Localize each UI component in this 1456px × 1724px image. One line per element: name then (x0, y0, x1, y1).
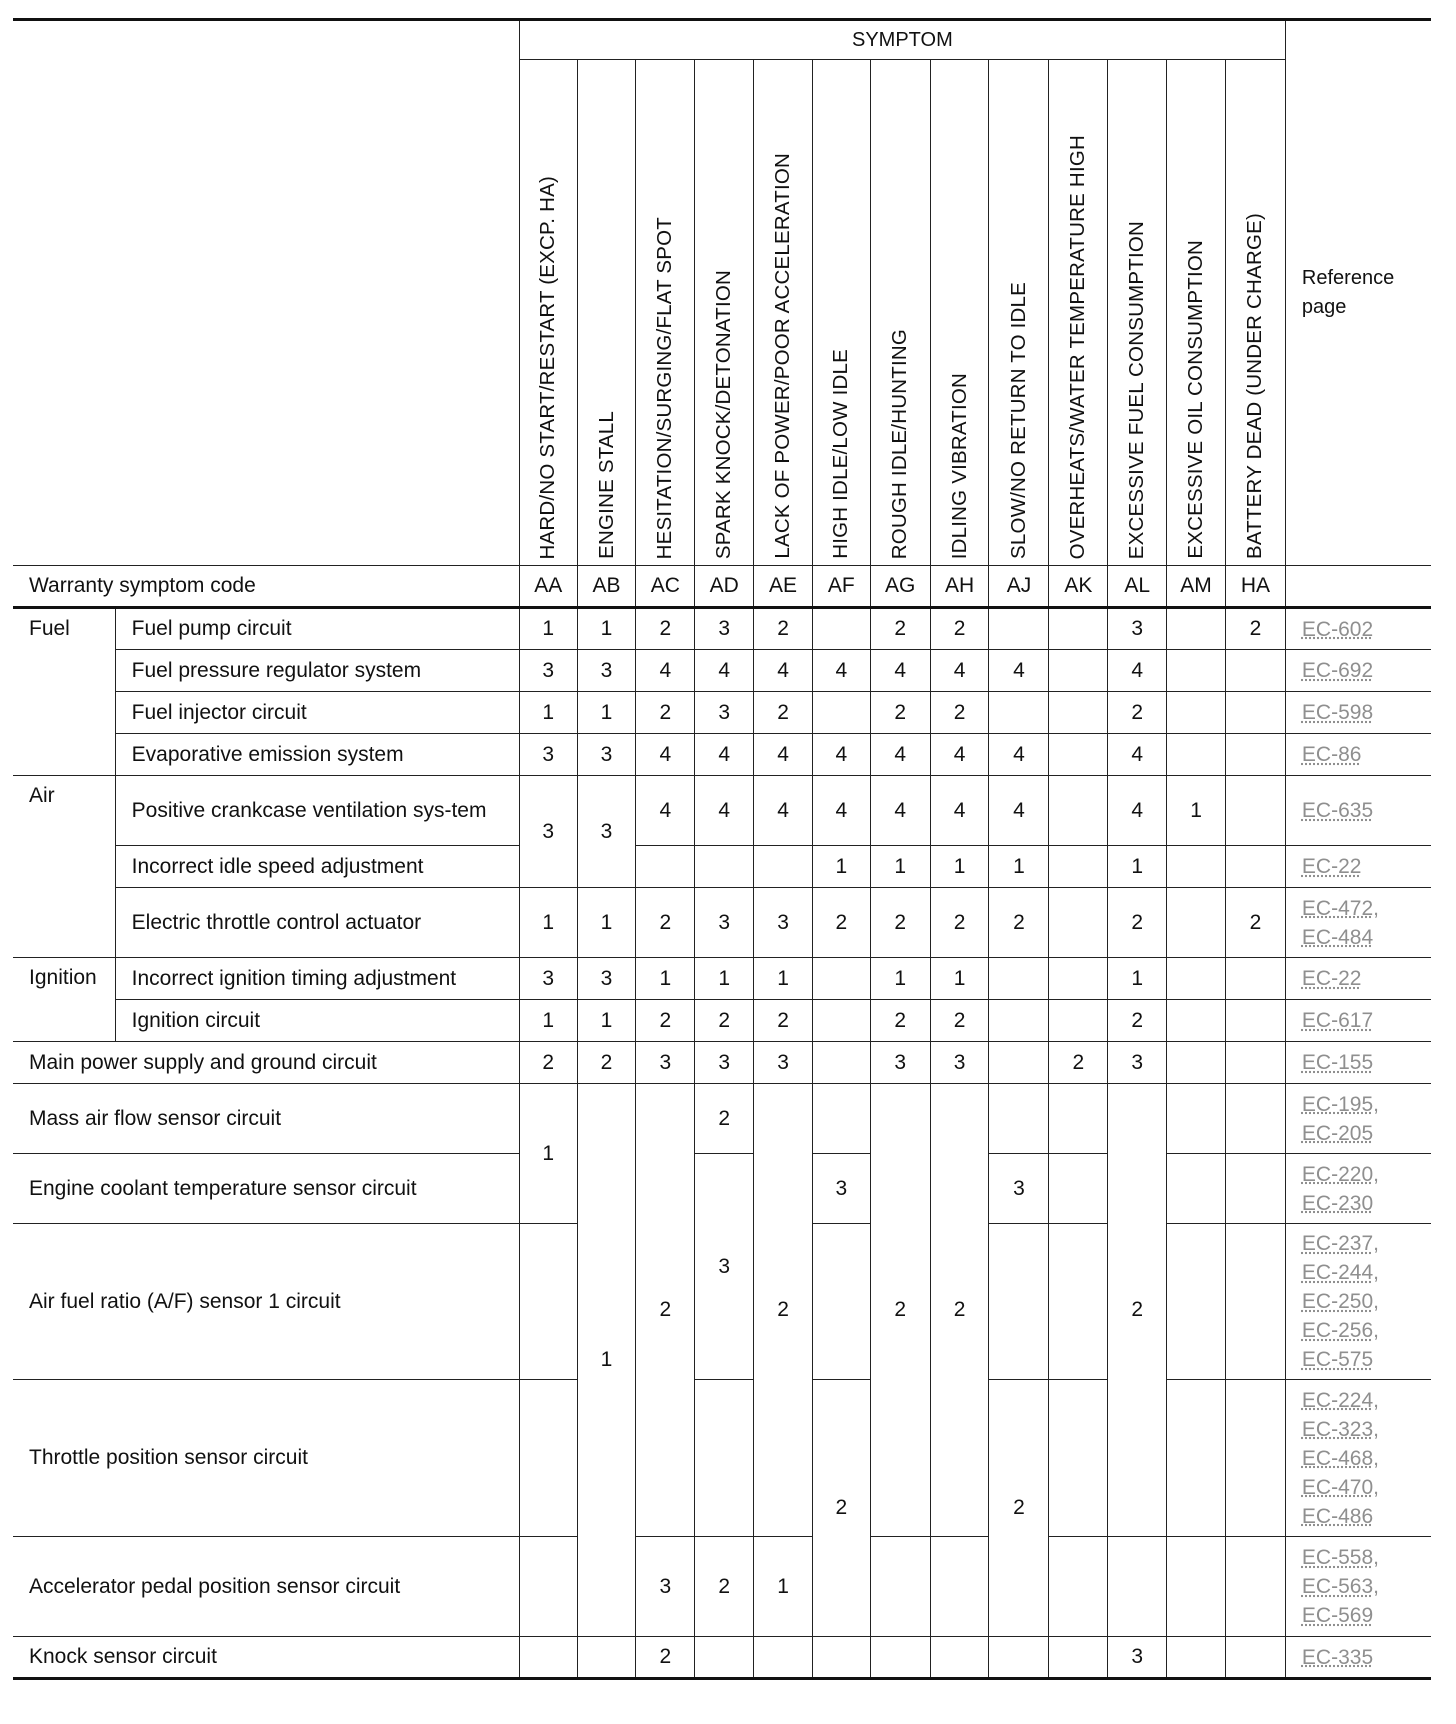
cell-ac: 3 (636, 1042, 695, 1084)
cell-ab: 1 (577, 692, 636, 734)
cell-ak (1049, 734, 1108, 776)
cell-ac: 2 (636, 608, 695, 650)
cell-apps-al (1108, 1537, 1167, 1637)
table-row-knock (13, 1637, 1431, 1679)
reference-link[interactable]: EC-244, (1301, 1261, 1379, 1284)
cell-ac (636, 846, 695, 888)
row-label: Main power supply and ground circuit (13, 1042, 519, 1084)
reference-link[interactable]: EC-22 (1301, 855, 1362, 878)
cell-af-aa (519, 1224, 577, 1380)
cell-ah: 1 (930, 846, 989, 888)
cell-ad: 3 (695, 1042, 754, 1084)
cell-knock-aa (519, 1637, 577, 1679)
cell-ad: 2 (695, 1000, 754, 1042)
cell-maf-ha (1225, 1084, 1285, 1154)
reference-link[interactable]: EC-470, (1301, 1475, 1379, 1499)
col-title-ak: OVERHEATS/WATER TEMPERATURE HIGH (1049, 60, 1108, 566)
code-af: AF (812, 566, 870, 608)
table-row-ect (13, 1154, 1431, 1224)
cell-af: 4 (812, 734, 870, 776)
code-ac: AC (636, 566, 695, 608)
reference-label: Reference page (1301, 267, 1395, 318)
cell-af: 4 (812, 776, 870, 846)
cell-ae: 4 (754, 776, 813, 846)
cell-ak (1049, 650, 1108, 692)
cell-aj: 2 (989, 888, 1049, 958)
cell-maf-af (812, 1084, 870, 1154)
code-aj: AJ (989, 566, 1049, 608)
col-title-al: EXCESSIVE FUEL CONSUMPTION (1108, 60, 1167, 566)
reference-link[interactable]: EC-486 (1301, 1504, 1374, 1528)
cell-aa: 3 (519, 776, 577, 888)
code-al: AL (1108, 566, 1167, 608)
table-row (13, 734, 1431, 776)
reference-link[interactable]: EC-224, (1301, 1388, 1379, 1412)
cell-aj: 1 (989, 846, 1049, 888)
symptom-header: SYMPTOM (519, 20, 1285, 60)
table-row (13, 888, 1431, 958)
cell-aj: 4 (989, 650, 1049, 692)
cell-af-am (1167, 1224, 1226, 1380)
cell-tps-aj: 2 (989, 1380, 1049, 1637)
cell-ak (1049, 846, 1108, 888)
reference-link[interactable]: EC-598 (1301, 701, 1374, 724)
table-row-maf (13, 1084, 1431, 1154)
reference-link[interactable]: EC-250, (1301, 1290, 1379, 1313)
cell-maf-ak (1049, 1084, 1108, 1154)
cell-am (1167, 1000, 1226, 1042)
cell-am (1167, 888, 1226, 958)
cell-ac: 4 (636, 650, 695, 692)
col-title-ah: IDLING VIBRATION (930, 60, 989, 566)
cell-am: 1 (1167, 776, 1226, 846)
ref-cell[interactable] (1285, 1042, 1431, 1084)
cell-ah: 4 (930, 776, 989, 846)
ref-cell[interactable] (1285, 1224, 1431, 1380)
col-title-ae: LACK OF POWER/POOR ACCELERATION (754, 60, 813, 566)
cell-aa: 1 (519, 692, 577, 734)
code-ha: HA (1225, 566, 1285, 608)
cell-ha (1225, 776, 1285, 846)
cell-af-af (812, 1224, 870, 1380)
cell-ad: 4 (695, 734, 754, 776)
cell-aa: 1 (519, 888, 577, 958)
cell-ae: 2 (754, 1000, 813, 1042)
cell-am (1167, 734, 1226, 776)
cell-am (1167, 958, 1226, 1000)
cell-ak (1049, 776, 1108, 846)
cell-ha (1225, 1000, 1285, 1042)
ref-cell[interactable] (1285, 1000, 1431, 1042)
cell-knock-ah (930, 1637, 989, 1679)
cell-ae: 1 (754, 958, 813, 1000)
cell-ha (1225, 650, 1285, 692)
cell-apps-ad: 2 (695, 1537, 754, 1637)
cell-maf-ect-aa: 1 (519, 1084, 577, 1224)
cell-ae: 4 (754, 650, 813, 692)
cell-ag: 2 (870, 888, 930, 958)
cell-ak (1049, 692, 1108, 734)
code-ref-blank (1285, 566, 1431, 608)
cell-am (1167, 1042, 1226, 1084)
col-title-ha: BATTERY DEAD (UNDER CHARGE) (1225, 60, 1285, 566)
row-label: Incorrect ignition timing adjustment (115, 958, 519, 1000)
reference-link[interactable]: EC-22 (1301, 967, 1362, 990)
warranty-code-row (13, 566, 1431, 608)
row-label: Ignition circuit (115, 1000, 519, 1042)
cell-ab: 3 (577, 734, 636, 776)
cell-ag: 3 (870, 1042, 930, 1084)
group-ignition: Ignition (13, 958, 115, 1042)
cell-knock-ad (695, 1637, 754, 1679)
cell-apps-ae: 1 (754, 1537, 813, 1637)
cell-af (812, 692, 870, 734)
cell-ect-am (1167, 1154, 1226, 1224)
ref-cell[interactable] (1285, 1154, 1431, 1224)
cell-am (1167, 846, 1226, 888)
cell-ag: 4 (870, 650, 930, 692)
cell-aj (989, 958, 1049, 1000)
cell-knock-al: 3 (1108, 1637, 1167, 1679)
cell-af (812, 1042, 870, 1084)
table-row (13, 846, 1431, 888)
row-label-af-sensor: Air fuel ratio (A/F) sensor 1 circuit (13, 1224, 519, 1380)
cell-ae: 4 (754, 734, 813, 776)
cell-tps-am (1167, 1380, 1226, 1537)
cell-tps-aa (519, 1380, 577, 1537)
cell-am (1167, 650, 1226, 692)
cell-ag: 2 (870, 1000, 930, 1042)
reference-link[interactable]: EC-205 (1301, 1121, 1374, 1145)
cell-ag: 1 (870, 846, 930, 888)
cell-span-ab: 1 (577, 1084, 636, 1637)
code-ag: AG (870, 566, 930, 608)
warranty-label: Warranty symptom code (13, 566, 519, 608)
cell-ae: 3 (754, 1042, 813, 1084)
cell-aj (989, 1042, 1049, 1084)
group-air: Air (13, 776, 115, 958)
cell-knock-ab (577, 1637, 636, 1679)
cell-ab: 2 (577, 1042, 636, 1084)
cell-ag: 2 (870, 692, 930, 734)
cell-maf-ad: 2 (695, 1084, 754, 1154)
cell-ag: 4 (870, 734, 930, 776)
row-label-tps: Throttle position sensor circuit (13, 1380, 519, 1537)
row-label: Fuel injector circuit (115, 692, 519, 734)
cell-knock-af (812, 1637, 870, 1679)
reference-link[interactable]: EC-602 (1301, 617, 1374, 641)
cell-ha (1225, 692, 1285, 734)
cell-ha: 2 (1225, 888, 1285, 958)
cell-span-ad: 3 (695, 1154, 754, 1380)
cell-knock-ac: 2 (636, 1637, 695, 1679)
cell-aa: 3 (519, 734, 577, 776)
cell-ect-ha (1225, 1154, 1285, 1224)
cell-al: 1 (1108, 846, 1167, 888)
ref-cell[interactable] (1285, 888, 1431, 958)
cell-ad: 4 (695, 776, 754, 846)
cell-ab: 3 (577, 650, 636, 692)
ref-cell[interactable] (1285, 1380, 1431, 1537)
cell-ak (1049, 1000, 1108, 1042)
ref-cell[interactable] (1285, 692, 1431, 734)
cell-al: 3 (1108, 1042, 1167, 1084)
cell-aj: 4 (989, 776, 1049, 846)
cell-ah: 4 (930, 734, 989, 776)
row-label: Evaporative emission system (115, 734, 519, 776)
cell-ag: 4 (870, 776, 930, 846)
row-label-apps: Accelerator pedal position sensor circuit (13, 1537, 519, 1637)
row-label: Fuel pressure regulator system (115, 650, 519, 692)
cell-ah: 1 (930, 958, 989, 1000)
cell-tps-af: 2 (812, 1380, 870, 1637)
cell-af: 4 (812, 650, 870, 692)
reference-link[interactable]: EC-635 (1301, 799, 1374, 822)
cell-aj (989, 1000, 1049, 1042)
ref-cell[interactable] (1285, 650, 1431, 692)
cell-ha: 2 (1225, 608, 1285, 650)
cell-ac: 1 (636, 958, 695, 1000)
col-title-ab: ENGINE STALL (577, 60, 636, 566)
table-row (13, 692, 1431, 734)
cell-af-aj (989, 1224, 1049, 1380)
cell-knock-ag (870, 1637, 930, 1679)
cell-ag: 1 (870, 958, 930, 1000)
cell-af (812, 958, 870, 1000)
col-title-aa: HARD/NO START/RESTART (EXCP. HA) (519, 60, 577, 566)
cell-ad: 3 (695, 608, 754, 650)
row-label: Positive crankcase ventilation sys-tem (115, 776, 519, 846)
reference-link[interactable]: EC-692 (1301, 659, 1374, 682)
cell-ad: 3 (695, 692, 754, 734)
table-row (13, 958, 1431, 1000)
cell-tps-ha (1225, 1380, 1285, 1537)
cell-apps-ak (1049, 1537, 1108, 1637)
cell-apps-ah (930, 1537, 989, 1637)
col-title-ac: HESITATION/SURGING/FLAT SPOT (636, 60, 695, 566)
cell-span-ag: 2 (870, 1084, 930, 1537)
reference-link[interactable]: EC-558, (1301, 1546, 1379, 1569)
cell-af-ak (1049, 1224, 1108, 1380)
cell-ect-aj: 3 (989, 1154, 1049, 1224)
cell-af-ha (1225, 1224, 1285, 1380)
cell-ae: 2 (754, 692, 813, 734)
cell-ab: 3 (577, 958, 636, 1000)
cell-aj: 4 (989, 734, 1049, 776)
cell-ae: 3 (754, 888, 813, 958)
cell-apps-aa (519, 1537, 577, 1637)
cell-am (1167, 608, 1226, 650)
cell-aa: 3 (519, 958, 577, 1000)
cell-apps-ac: 3 (636, 1537, 695, 1637)
cell-al: 4 (1108, 650, 1167, 692)
cell-ab: 3 (577, 776, 636, 888)
reference-link[interactable]: EC-335 (1301, 1645, 1374, 1669)
cell-knock-ha (1225, 1637, 1285, 1679)
cell-ak (1049, 888, 1108, 958)
cell-tps-ak (1049, 1380, 1108, 1537)
cell-ak (1049, 608, 1108, 650)
cell-aa: 1 (519, 608, 577, 650)
ref-cell[interactable] (1285, 776, 1431, 846)
cell-aa: 2 (519, 1042, 577, 1084)
reference-link[interactable]: EC-195, (1301, 1092, 1379, 1116)
cell-ect-af: 3 (812, 1154, 870, 1224)
reference-link[interactable]: EC-575 (1301, 1348, 1374, 1371)
cell-ac: 4 (636, 776, 695, 846)
code-ad: AD (695, 566, 754, 608)
cell-ab: 1 (577, 1000, 636, 1042)
cell-al: 2 (1108, 692, 1167, 734)
cell-ac: 2 (636, 692, 695, 734)
ref-cell[interactable] (1285, 734, 1431, 776)
cell-ab: 1 (577, 888, 636, 958)
cell-al: 4 (1108, 734, 1167, 776)
reference-link[interactable]: EC-220, (1301, 1162, 1379, 1186)
row-label-maf: Mass air flow sensor circuit (13, 1084, 519, 1154)
cell-ad: 1 (695, 958, 754, 1000)
cell-ha (1225, 846, 1285, 888)
cell-aj (989, 608, 1049, 650)
cell-af: 1 (812, 846, 870, 888)
cell-ect-ak (1049, 1154, 1108, 1224)
cell-span-ae: 2 (754, 1084, 813, 1537)
reference-link[interactable]: EC-617 (1301, 1009, 1374, 1032)
code-ae: AE (754, 566, 813, 608)
cell-maf-aj (989, 1084, 1049, 1154)
cell-apps-ag (870, 1537, 930, 1637)
cell-maf-am (1167, 1084, 1226, 1154)
cell-span-ac: 2 (636, 1084, 695, 1537)
ref-cell[interactable] (1285, 1537, 1431, 1637)
ref-cell[interactable] (1285, 958, 1431, 1000)
code-ak: AK (1049, 566, 1108, 608)
cell-ah: 4 (930, 650, 989, 692)
group-fuel: Fuel (13, 608, 115, 776)
cell-ah: 2 (930, 888, 989, 958)
col-title-ad: SPARK KNOCK/DETONATION (695, 60, 754, 566)
ref-cell[interactable] (1285, 1637, 1431, 1679)
row-label: Incorrect idle speed adjustment (115, 846, 519, 888)
reference-link[interactable]: EC-155 (1301, 1051, 1374, 1074)
row-label: Fuel pump circuit (115, 608, 519, 650)
cell-af (812, 1000, 870, 1042)
row-label-knock: Knock sensor circuit (13, 1637, 519, 1679)
cell-ha (1225, 734, 1285, 776)
reference-link[interactable]: EC-256, (1301, 1319, 1379, 1342)
cell-ae: 2 (754, 608, 813, 650)
cell-knock-am (1167, 1637, 1226, 1679)
header-row-symptom (13, 20, 1431, 60)
cell-ak: 2 (1049, 1042, 1108, 1084)
cell-ad: 4 (695, 650, 754, 692)
table-row (13, 1000, 1431, 1042)
ref-cell[interactable] (1285, 608, 1431, 650)
reference-link[interactable]: EC-323, (1301, 1417, 1379, 1441)
cell-ak (1049, 958, 1108, 1000)
cell-al: 2 (1108, 1000, 1167, 1042)
reference-link[interactable]: EC-484 (1301, 925, 1374, 949)
col-title-aj: SLOW/NO RETURN TO IDLE (989, 60, 1049, 566)
cell-ad (695, 846, 754, 888)
cell-aa: 1 (519, 1000, 577, 1042)
ref-cell[interactable] (1285, 846, 1431, 888)
reference-link[interactable]: EC-569 (1301, 1604, 1374, 1627)
cell-ac: 2 (636, 1000, 695, 1042)
col-title-ag: ROUGH IDLE/HUNTING (870, 60, 930, 566)
cell-ha (1225, 958, 1285, 1000)
cell-apps-am (1167, 1537, 1226, 1637)
reference-link[interactable]: EC-563, (1301, 1575, 1379, 1598)
cell-apps-ha (1225, 1537, 1285, 1637)
table-row (13, 650, 1431, 692)
reference-header (1285, 20, 1431, 566)
table-row (13, 608, 1431, 650)
code-aa: AA (519, 566, 577, 608)
cell-al: 1 (1108, 958, 1167, 1000)
cell-ah: 2 (930, 608, 989, 650)
symptom-table (13, 18, 1431, 1680)
code-am: AM (1167, 566, 1226, 608)
col-title-am: EXCESSIVE OIL CONSUMPTION (1167, 60, 1226, 566)
cell-af: 2 (812, 888, 870, 958)
cell-af (812, 608, 870, 650)
table-row-apps (13, 1537, 1431, 1637)
cell-knock-aj (989, 1637, 1049, 1679)
cell-ah: 3 (930, 1042, 989, 1084)
cell-knock-ae (754, 1637, 813, 1679)
table-row-tps (13, 1380, 1431, 1537)
col-title-af: HIGH IDLE/LOW IDLE (812, 60, 870, 566)
cell-ag: 2 (870, 608, 930, 650)
cell-aa: 3 (519, 650, 577, 692)
cell-ac: 4 (636, 734, 695, 776)
cell-tps-ad (695, 1380, 754, 1537)
cell-ah: 2 (930, 692, 989, 734)
cell-al: 2 (1108, 888, 1167, 958)
row-label-ect: Engine coolant temperature sensor circuit (13, 1154, 519, 1224)
cell-ae (754, 846, 813, 888)
cell-ab: 1 (577, 608, 636, 650)
reference-link[interactable]: EC-86 (1301, 743, 1362, 766)
cell-ah: 2 (930, 1000, 989, 1042)
cell-ad: 3 (695, 888, 754, 958)
cell-span-ah: 2 (930, 1084, 989, 1537)
table-row (13, 776, 1431, 846)
row-label: Electric throttle control actuator (115, 888, 519, 958)
ref-cell[interactable] (1285, 1084, 1431, 1154)
cell-al: 3 (1108, 608, 1167, 650)
reference-link[interactable]: EC-468, (1301, 1446, 1379, 1470)
cell-aj (989, 692, 1049, 734)
reference-link[interactable]: EC-472, (1301, 896, 1379, 920)
cell-ha (1225, 1042, 1285, 1084)
code-ah: AH (930, 566, 989, 608)
cell-ac: 2 (636, 888, 695, 958)
code-ab: AB (577, 566, 636, 608)
cell-al: 4 (1108, 776, 1167, 846)
reference-link[interactable]: EC-237, (1301, 1232, 1379, 1255)
cell-span-al: 2 (1108, 1084, 1167, 1537)
cell-am (1167, 692, 1226, 734)
header-corner (13, 20, 519, 566)
reference-link[interactable]: EC-230 (1301, 1191, 1374, 1215)
table-row (13, 1042, 1431, 1084)
cell-knock-ak (1049, 1637, 1108, 1679)
